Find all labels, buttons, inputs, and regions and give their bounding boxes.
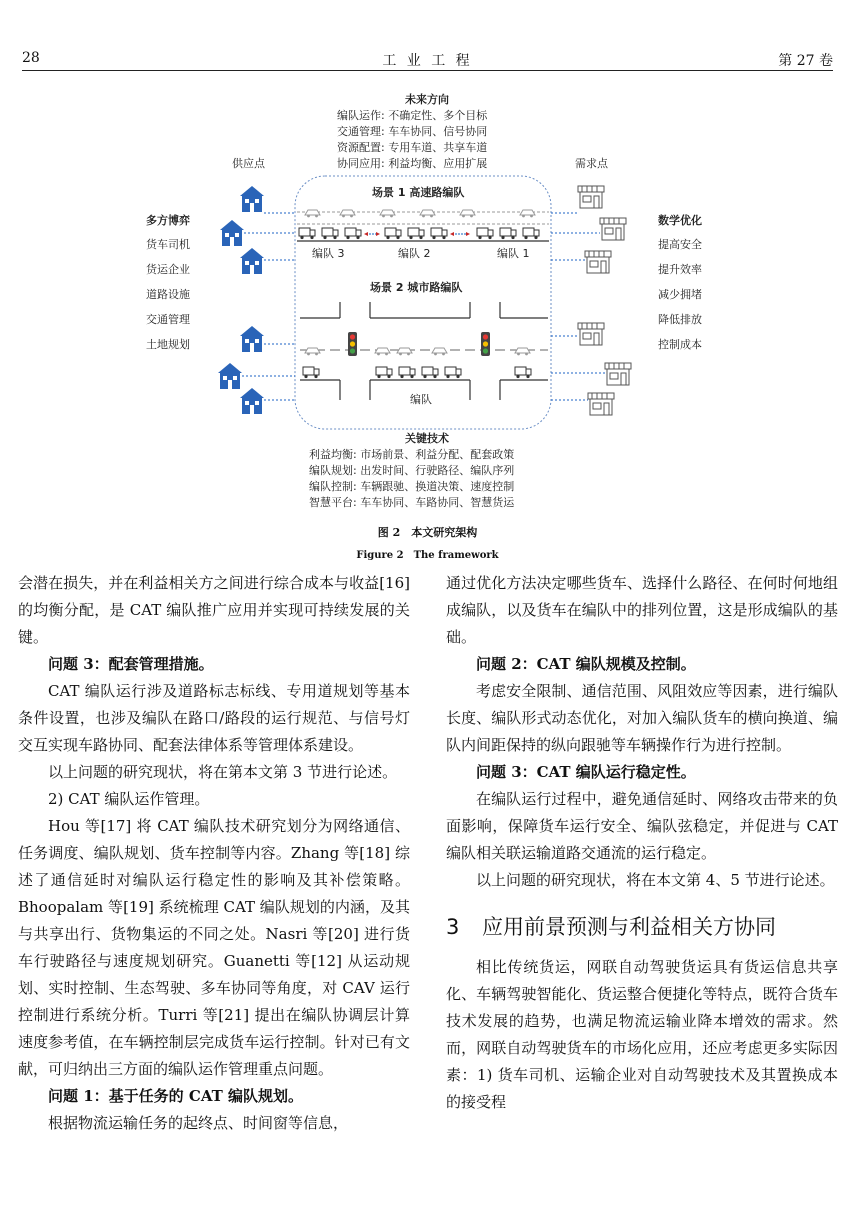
running-header <box>22 48 833 71</box>
body-paragraph: 会潜在损失，并在利益相关方之间进行综合成本与收益[16]的均衡分配，是 CAT 编队推广应用并实现可持续发展的关键。 <box>18 574 410 646</box>
demand-point-icons <box>578 186 631 415</box>
key-tech-line: 编队控制: 车辆跟驰、换道决策、速度控制 <box>309 480 515 493</box>
right-panel-item: 提升效率 <box>658 263 702 276</box>
body-paragraph: 在编队运行过程中，避免通信延时、网络攻击带来的负面影响，保障货车运行安全、编队弦稳定，并促进与 CAT 编队相关联运输道路交通流的运行稳定。 <box>446 790 838 862</box>
body-paragraph: 2) CAT 编队运作管理。 <box>48 790 210 808</box>
scene2-title: 场景 2 城市路编队 <box>370 281 463 294</box>
platoon-label: 编队 3 <box>312 247 345 260</box>
left-panel-item: 土地规划 <box>146 338 190 351</box>
question-heading: 问题 3：CAT 编队运行稳定性。 <box>476 763 696 781</box>
city-trucks <box>303 367 531 378</box>
body-paragraph: Hou 等[17] 将 CAT 编队技术研究划分为网络通信、任务调度、编队规划、货车控制等内容。Zhang 等[18] 综述了通信延时对编队运行稳定性的影响及其补偿策略。Bhoopalam 等[19] 系统梳理 CAT 编队规划的内涵，及其与共享出行、货物集运的不同之处。Nasri 等[20] 进行货车行驶路径与速度规划研究。Guanetti 等[12] 从运动规划、实时控制、生态驾驶、多车协同等角度，对 CAV 运行控制进行系统分析。Turri 等[21] 提出在编队协调层计算速度参考值，在车辆控制层完成货车运行控制。针对已有文献，可归纳出三方面的编队运作管理重点问题。 <box>18 817 410 1078</box>
right-panel-item: 减少拥堵 <box>658 288 702 301</box>
body-paragraph: 通过优化方法决定哪些货车、选择什么路径、在何时何地组成编队，以及货车在编队中的排列位置，这是形成编队的基础。 <box>446 574 838 646</box>
section-title: 应用前景预测与利益相关方协同 <box>482 915 776 939</box>
highway-trucks <box>299 228 539 239</box>
left-panel-item: 货运企业 <box>146 263 190 276</box>
section-number: 3 <box>446 915 460 939</box>
body-paragraph: 以上问题的研究现状，将在本文第 4、5 节进行论述。 <box>476 871 835 889</box>
future-line: 编队运作: 不确定性、多个目标 <box>337 109 488 122</box>
city-roads <box>300 302 548 400</box>
platoon-label: 编队 1 <box>497 247 530 260</box>
left-panel-item: 货车司机 <box>146 238 190 251</box>
supply-label: 供应点 <box>232 157 265 170</box>
page-number: 28 <box>22 50 40 66</box>
body-paragraph: CAT 编队运行涉及道路标志标线、专用道规划等基本条件设置，也涉及编队在路口/路段的运行规范、与信号灯交互实现车路协同、配套法律体系等管理体系建设。 <box>18 682 410 754</box>
volume-label: 第 27 卷 <box>778 53 833 69</box>
platoon-label: 编队 2 <box>398 247 431 260</box>
journal-title: 工 业 工 程 <box>382 53 473 69</box>
future-line: 交通管理: 车车协同、信号协同 <box>337 125 488 138</box>
right-panel-item: 控制成本 <box>658 338 702 351</box>
left-panel-title: 多方博弈 <box>146 214 190 227</box>
section-heading <box>446 912 838 942</box>
question-heading: 问题 2：CAT 编队规模及控制。 <box>476 655 696 673</box>
right-panel-item: 提高安全 <box>658 238 702 251</box>
body-paragraph: 相比传统货运，网联自动驾驶货运具有货运信息共享化、车辆驾驶智能化、货运整合便捷化等特点，既符合货车技术发展的趋势，也满足物流运输业降本增效的需求。然而，网联自动驾驶货车的市场化应用，还应考虑更多实际因素：1) 货车司机、运输企业对自动驾驶技术及其置换成本的接受程 <box>446 958 838 1111</box>
question-heading: 问题 3：配套管理措施。 <box>48 655 214 673</box>
traffic-light-icon <box>348 332 357 356</box>
left-panel-item: 交通管理 <box>146 313 190 326</box>
supply-point-icons <box>218 186 264 414</box>
right-text-column <box>446 570 838 1116</box>
left-text-column <box>18 570 410 1137</box>
demand-label: 需求点 <box>575 157 608 170</box>
left-panel-item: 道路设施 <box>146 288 190 301</box>
figure-caption-en: Figure 2 The framework <box>356 550 499 561</box>
future-line: 资源配置: 专用车道、共享车道 <box>337 141 488 154</box>
body-paragraph: 根据物流运输任务的起终点、时间窗等信息， <box>48 1114 349 1132</box>
key-tech-title: 关键技术 <box>405 432 449 445</box>
scene1-title: 场景 1 高速路编队 <box>372 186 465 199</box>
framework-figure <box>0 88 855 568</box>
right-panel-title: 数学优化 <box>658 214 702 227</box>
traffic-light-icon <box>481 332 490 356</box>
figure-caption-cn: 图 2 本文研究架构 <box>377 526 478 539</box>
question-heading: 问题 1：基于任务的 CAT 编队规划。 <box>48 1087 304 1105</box>
key-tech-line: 利益均衡: 市场前景、利益分配、配套政策 <box>309 448 515 461</box>
future-title: 未来方向 <box>405 93 449 106</box>
right-panel-item: 降低排放 <box>658 313 702 326</box>
future-line: 协同应用: 利益均衡、应用扩展 <box>337 157 488 170</box>
highway-cars <box>305 210 535 217</box>
body-paragraph: 以上问题的研究现状，将在第本文第 3 节进行论述。 <box>48 763 398 781</box>
key-tech-line: 智慧平台: 车车协同、车路协同、智慧货运 <box>309 496 515 509</box>
platoon-label: 编队 <box>410 393 432 406</box>
body-paragraph: 考虑安全限制、通信范围、风阻效应等因素，进行编队长度、编队形式动态优化，对加入编队货车的横向换道、编队内间距保持的纵向跟驰等车辆操作行为进行控制。 <box>446 682 838 754</box>
key-tech-line: 编队规划: 出发时间、行驶路径、编队序列 <box>309 464 515 477</box>
city-cars <box>305 348 530 355</box>
